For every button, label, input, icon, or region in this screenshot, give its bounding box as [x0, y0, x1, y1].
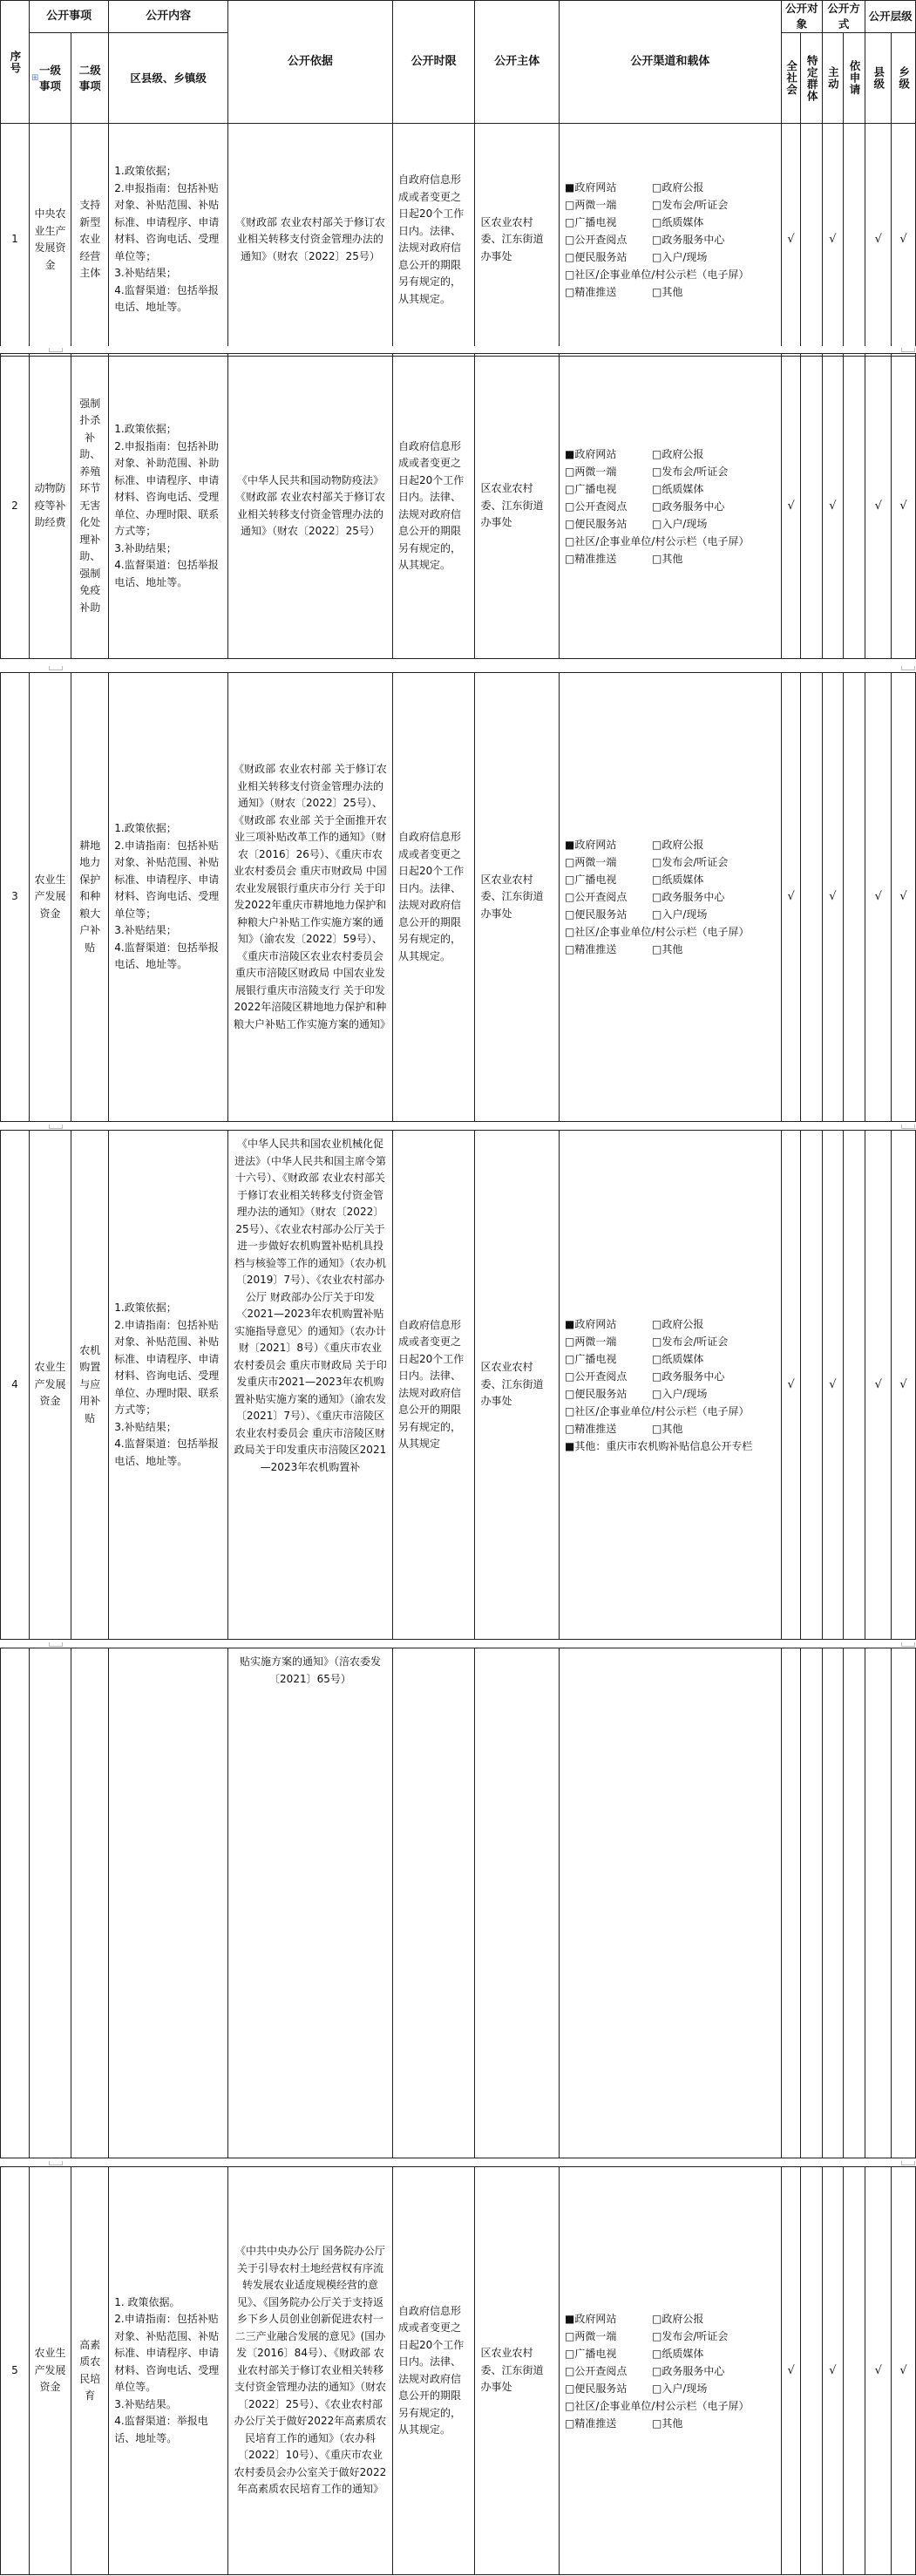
header-level-county: 县级: [865, 33, 892, 124]
row-subject: 区农业农村委、江东街道办事处: [475, 354, 560, 659]
header-level: 公开层级: [865, 1, 916, 33]
header-matter-l2: 二级事项: [71, 33, 109, 124]
check-method-active: √: [823, 124, 844, 357]
check-target-group: [801, 354, 823, 659]
row-no: 4: [1, 1131, 30, 1640]
row-time: 自政府信息形成或者变更之日起20个工作日内。法律、法规对政府信息公开的期限另有规定的，从其规定。: [392, 124, 475, 357]
check-level-county: √: [865, 124, 892, 357]
table-row: [1, 124, 916, 357]
row-l1: 动物防疫等补助经费: [29, 354, 71, 659]
page-break: [0, 346, 916, 353]
check-level-county: √: [865, 673, 892, 1122]
row-no: 3: [1, 673, 30, 1122]
row-content: 1.政策依据； 2.申请指南：包括补贴对象、补贴范围、补贴标准、申请程序、申请材料、咨询电话、受理单位、办理时限、联系方式等； 3.补贴结果； 4.监督渠道：包括举报电话、地址等。: [109, 1131, 228, 1640]
table-row-continuation: [1, 1648, 916, 2158]
check-level-town: √: [892, 124, 916, 357]
row-l2: 耕地地力保护和种粮大户补贴: [71, 673, 109, 1122]
row-basis-cont: 贴实施方案的通知》（涪农委发〔2021〕65号）: [227, 1648, 392, 2158]
table-block-4: [0, 1130, 916, 1640]
row-time: 自政府信息形成或者变更之日起20个工作日内。法律、法规对政府信息公开的期限另有规定的，从其规定。: [392, 354, 475, 659]
header-method: 公开方式: [823, 1, 865, 33]
check-method-active: √: [823, 1131, 844, 1640]
row-time: 自政府信息形成或者变更之日起20个工作日内。法律、法规对政府信息公开的期限另有规定的，从其规定。: [392, 2167, 475, 2575]
check-target-all: √: [781, 1131, 801, 1640]
row-time: 自政府信息形成或者变更之日起20个工作日内。法律、法规对政府信息公开的期限另有规定的，从其规定。: [392, 673, 475, 1122]
check-method-apply: [843, 354, 865, 659]
row-subject: 区农业农村委、江东街道办事处: [475, 2167, 560, 2575]
table-row: [1, 1131, 916, 1640]
header-target-group: 特定群体: [801, 33, 823, 124]
row-subject: 区农业农村委、江东街道办事处: [475, 124, 560, 357]
row-basis: 《中华人民共和国农业机械化促进法》（中华人民共和国主席令第十六号）、《财政部 农业农村部关于修订农业相关转移支付资金管理办法的通知》（财农〔2022〕25号）、《农业农村部办公厅关于进一步做好农机购置补贴机具投档与核验等工作的通知》（农办机〔2019〕7号）、《农业农村部办公厅 财政部办公厅关于印发〈2021—2023年农机购置补贴实施指导意见〉的通知》（农办计财〔2021〕8号）《重庆市农业农村委员会 重庆市财政局 关于印发重庆市2021—2023年农机购置补贴实施方案的通知》（渝农发〔2021〕7号）、《重庆市涪陵区农业农村委员会 重庆市涪陵区财政局关于印发重庆市涪陵区2021—2023年农机购置补: [227, 1131, 392, 1640]
table-row: [1, 2167, 916, 2575]
header-content-sub: 区县级、乡镇级: [109, 33, 228, 124]
header-method-apply: 依申请: [843, 33, 865, 124]
row-content: 1.政策依据； 2.申请指南：包括补贴对象、补贴范围、补贴标准、申请程序、申请材料、咨询电话、受理单位等； 3.补贴结果； 4.监督渠道：包括举报电话、地址等。: [109, 673, 228, 1122]
header-content: 公开内容: [109, 1, 228, 33]
row-no: 1: [1, 124, 30, 357]
check-target-all: √: [781, 354, 801, 659]
header-matter-l1: 一级事项: [29, 33, 71, 124]
check-method-apply: [843, 124, 865, 357]
row-no: 2: [1, 354, 30, 659]
row-l1: 农业生产发展资金: [29, 673, 71, 1122]
header-channel: 公开渠道和载体: [560, 1, 782, 124]
header-time: 公开时限: [392, 1, 475, 124]
row-subject: 区农业农村委、江东街道办事处: [475, 673, 560, 1122]
check-level-county: √: [865, 1131, 892, 1640]
check-level-town: √: [892, 354, 916, 659]
row-l2: 支持新型农业经营主体: [71, 124, 109, 357]
check-target-group: [801, 673, 823, 1122]
check-method-active: √: [823, 673, 844, 1122]
page-break: [0, 2159, 916, 2166]
check-level-town: √: [892, 2167, 916, 2575]
check-method-apply: [843, 2167, 865, 2575]
row-channels: ■政府网站 □政府公报 □两微一端 □发布会/听证会 □广播电视 □纸质媒体 □公开查阅点 □政务服务中心 □便民服务站 □入户/现场 □社区/企事业单位/村公示栏（电子屏） □精准推送 □其他 ■其他：重庆市农机购补贴信息公开专栏: [560, 1131, 782, 1640]
row-l1: 农业生产发展资金: [29, 2167, 71, 2575]
table-row: [1, 673, 916, 1122]
header-method-active: 主动: [823, 33, 844, 124]
check-level-county: √: [865, 2167, 892, 2575]
row-l1: 农业生产发展资金: [29, 1131, 71, 1640]
check-target-all: √: [781, 2167, 801, 2575]
check-method-apply: [843, 673, 865, 1122]
row-no: 5: [1, 2167, 30, 2575]
check-target-group: [801, 1131, 823, 1640]
row-basis: 《财政部 农业农村部 关于修订农业相关转移支付资金管理办法的通知》（财农〔2022〕25号）、《财政部 农业部 关于全面推开农业三项补贴改革工作的通知》（财农〔2016〕26号）、《重庆市农业农村委员会 重庆市财政局 中国农业发展银行重庆市分行 关于印发2022年重庆市耕地地力保护和种粮大户补贴工作实施方案的通知》（渝农发〔2022〕59号）、《重庆市涪陵区农业农村委员会 重庆市涪陵区财政局 中国农业发展银行重庆市涪陵支行 关于印发2022年涪陵区耕地地力保护和种粮大户补贴工作实施方案的通知》: [227, 673, 392, 1122]
check-level-town: √: [892, 1131, 916, 1640]
row-basis: 《中共中央办公厅 国务院办公厅关于引导农村土地经营权有序流转发展农业适度规模经营的意见》、《国务院办公厅关于支持返乡下乡人员创业创新促进农村一二三产业融合发展的意见》(国办发〔2016〕84号）、《财政部 农业农村部关于修订农业相关转移支付资金管理办法的通知》（财农〔2022〕25号）、《农业农村部办公厅关于做好2022年高素质农民培育工作的通知》（农办科〔2022〕10号）、《重庆市农业农村委员会办公室关于做好2022年高素质农民培育工作的通知》: [227, 2167, 392, 2575]
row-l1: 中央农业生产发展资金: [29, 124, 71, 357]
page-break: [0, 1641, 916, 1648]
table-block-4-cont: [0, 1648, 916, 2158]
row-time: 自政府信息形成或者变更之日起20个工作日内。法律、法规对政府信息公开的期限另有规定的，从其规定: [392, 1131, 475, 1640]
header-seq: 序号: [1, 1, 30, 124]
row-subject: 区农业农村委、江东街道办事处: [475, 1131, 560, 1640]
table-move-handle-icon[interactable]: ⊞: [31, 73, 39, 83]
row-l2: 农机购置与应用补贴: [71, 1131, 109, 1640]
row-content: 1. 政策依据。 2.申请指南：包括补贴对象、补贴范围、补贴标准、申请程序、申请材料、咨询电话、受理单位等。 3.补贴结果。 4.监督渠道：举报电话、地址等。: [109, 2167, 228, 2575]
row-l2: 强制扑杀补助、养殖环节无害化处理补助、强制免疫补助: [71, 354, 109, 659]
check-method-active: √: [823, 2167, 844, 2575]
table-block-1: [0, 0, 916, 357]
table-block-2: [0, 353, 916, 659]
row-basis: 《财政部 农业农村部关于修订农业相关转移支付资金管理办法的通知》（财农〔2022〕25号）: [227, 124, 392, 357]
check-target-group: [801, 2167, 823, 2575]
check-target-group: [801, 124, 823, 357]
header-target-all: 全社会: [781, 33, 801, 124]
table-block-5: [0, 2166, 916, 2575]
row-channels: ■政府网站 □政府公报 □两微一端 □发布会/听证会 □广播电视 □纸质媒体 □公开查阅点 □政务服务中心 □便民服务站 □入户/现场 □社区/企事业单位/村公示栏（电子屏） □精准推送 □其他: [560, 354, 782, 659]
row-l2: 高素质农民培育: [71, 2167, 109, 2575]
check-level-county: √: [865, 354, 892, 659]
row-content: 1.政策依据； 2.申报指南：包括补助对象、补助范围、补助标准、申请程序、申请材料、咨询电话、受理单位、办理时限、联系方式等； 3.补助结果； 4.监督渠道：包括举报电话、地址等。: [109, 354, 228, 659]
row-channels: ■政府网站 □政府公报 □两微一端 □发布会/听证会 □广播电视 □纸质媒体 □公开查阅点 □政务服务中心 □便民服务站 □入户/现场 □社区/企事业单位/村公示栏（电子屏） □精准推送 □其他: [560, 124, 782, 357]
page-break: [0, 1123, 916, 1130]
table-row: [1, 354, 916, 659]
page-break: [0, 664, 916, 671]
header-level-town: 乡级: [892, 33, 916, 124]
check-target-all: √: [781, 673, 801, 1122]
row-channels: ■政府网站 □政府公报 □两微一端 □发布会/听证会 □广播电视 □纸质媒体 □公开查阅点 □政务服务中心 □便民服务站 □入户/现场 □社区/企事业单位/村公示栏（电子屏） □精准推送 □其他: [560, 673, 782, 1122]
header-basis: 公开依据: [227, 1, 392, 124]
row-channels: ■政府网站 □政府公报 □两微一端 □发布会/听证会 □广播电视 □纸质媒体 □公开查阅点 □政务服务中心 □便民服务站 □入户/现场 □社区/企事业单位/村公示栏（电子屏） □精准推送 □其他: [560, 2167, 782, 2575]
check-method-apply: [843, 1131, 865, 1640]
header-subject: 公开主体: [475, 1, 560, 124]
row-content: 1.政策依据； 2.申报指南：包括补贴对象、补贴范围、补贴标准、申请程序、申请材料、咨询电话、受理单位等； 3.补贴结果； 4.监督渠道：包括举报电话、地址等。: [109, 124, 228, 357]
header-matter: 公开事项: [29, 1, 108, 33]
check-target-all: √: [781, 124, 801, 357]
table-block-3: [0, 672, 916, 1122]
row-basis: 《中华人民共和国动物防疫法》《财政部 农业农村部关于修订农业相关转移支付资金管理办法的通知》（财农〔2022〕25号）: [227, 354, 392, 659]
check-level-town: √: [892, 673, 916, 1122]
header-target: 公开对象: [781, 1, 822, 33]
check-method-active: √: [823, 354, 844, 659]
